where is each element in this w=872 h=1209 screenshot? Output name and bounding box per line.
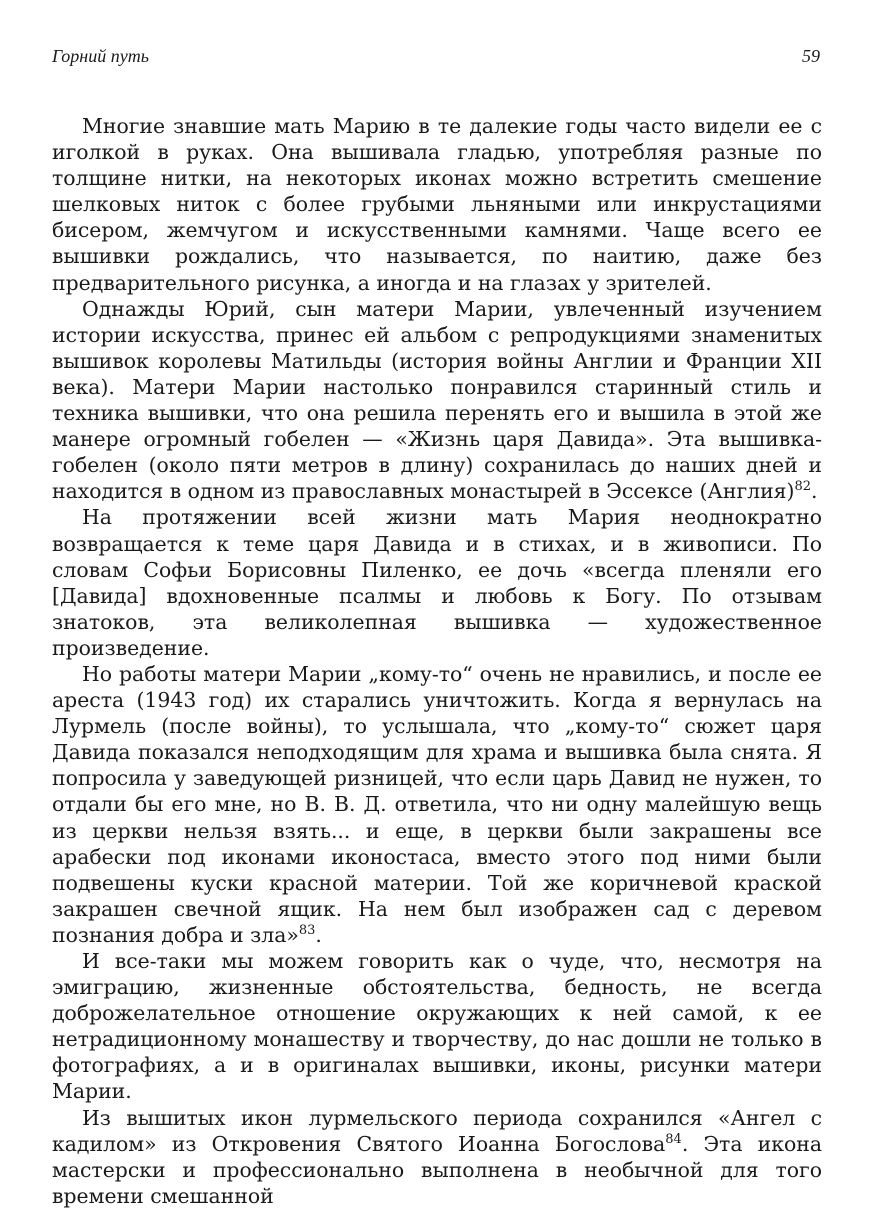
- paragraph-6: [52, 1105, 822, 1209]
- paragraph-5: [52, 948, 822, 1105]
- footnote-ref-84[interactable]: 84: [665, 1131, 682, 1147]
- paragraph-tail: .: [811, 479, 818, 504]
- footnote-ref-82[interactable]: 82: [794, 479, 812, 495]
- paragraph-2: [52, 296, 822, 505]
- running-head: [52, 46, 820, 70]
- paragraph-tail: .: [315, 922, 322, 947]
- paragraph-text: Многие знавшие мать Марию в те далекие годы часто видели ее с иголкой в руках. Она вышивала гладью, употребляя разные по толщине нитки, на некоторых иконах можно встретить смешение шелковых ниток с более грубыми льняными или инкрустациями бисером, жемчугом и искусственными камнями. Чаще всего ее вышивки рождались, что называется, по наитию, даже без предварительного рисунка, а иногда и на глазах у зрителей.: [52, 114, 822, 295]
- paragraph-3: [52, 504, 822, 661]
- paragraph-4: [52, 661, 822, 948]
- footnote-ref-83[interactable]: 83: [298, 922, 316, 938]
- paragraph-text: Однажды Юрий, сын матери Марии, увлеченный изучением истории искусства, принес ей альбом с репродукциями знаменитых вышивок королевы Матильды (история войны Англии и Франции XII века). Матери Марии настолько понравился старинный стиль и техника вышивки, что она решила перенять его и вышила в этой же манере огромный гобелен — «Жизнь царя Давида». Эта вышивка-гобелен (около пяти метров в длину) сохранилась до наших дней и находится в одном из православных монастырей в Эссексе (Англия): [52, 296, 822, 504]
- paragraph-text: И все-таки мы можем говорить как о чуде, что, несмотря на эмиграцию, жизненные обстоятельства, бедность, не всегда доброжелательное отношение окружающих к ней самой, к ее нетрадиционному монашеству и творчеству, до нас дошли не только в фотографиях, а и в оригиналах вышивки, иконы, рисунки матери Марии.: [52, 949, 822, 1104]
- paragraph-1: [52, 113, 822, 296]
- paragraph-text: На протяжении всей жизни мать Мария неоднократно возвращается к теме царя Давида и в стихах, и в живописи. По словам Софьи Борисовны Пиленко, ее дочь «всегда пленяли его [Давида] вдохновенные псалмы и любовь к Богу. По отзывам знатоков, эта великолепная вышивка — художественное произведение.: [52, 505, 822, 660]
- running-title: Горний путь: [52, 46, 149, 66]
- paragraph-text: Из вышитых икон лурмельского периода сохранился «Ангел с кадилом» из Откровения Святого Иоанна Богослова: [52, 1105, 822, 1156]
- paragraph-tail: . Эта икона мастерски и профессионально выполнена в необычной для того времени смешанной: [52, 1131, 822, 1208]
- body-text: [52, 113, 822, 1209]
- paragraph-text: Но работы матери Марии „кому-то“ очень не нравились, и после ее ареста (1943 год) их старались уничтожить. Когда я вернулась на Лурмель (после войны), то услышала, что „кому-то“ сюжет царя Давида показался неподходящим для храма и вышивка была снята. Я попросила у заведующей ризницей, что если царь Давид не нужен, то отдали бы его мне, но В. В. Д. ответила, что ни одну малейшую вещь из церкви нельзя взять... и еще, в церкви были закрашены все арабески под иконами иконостаса, вместо этого под ними были подвешены куски красной материи. Той же коричневой краской закрашен свечной ящик. На нем был изображен сад с деревом познания добра и зла»: [52, 661, 822, 947]
- page-number: 59: [802, 46, 820, 66]
